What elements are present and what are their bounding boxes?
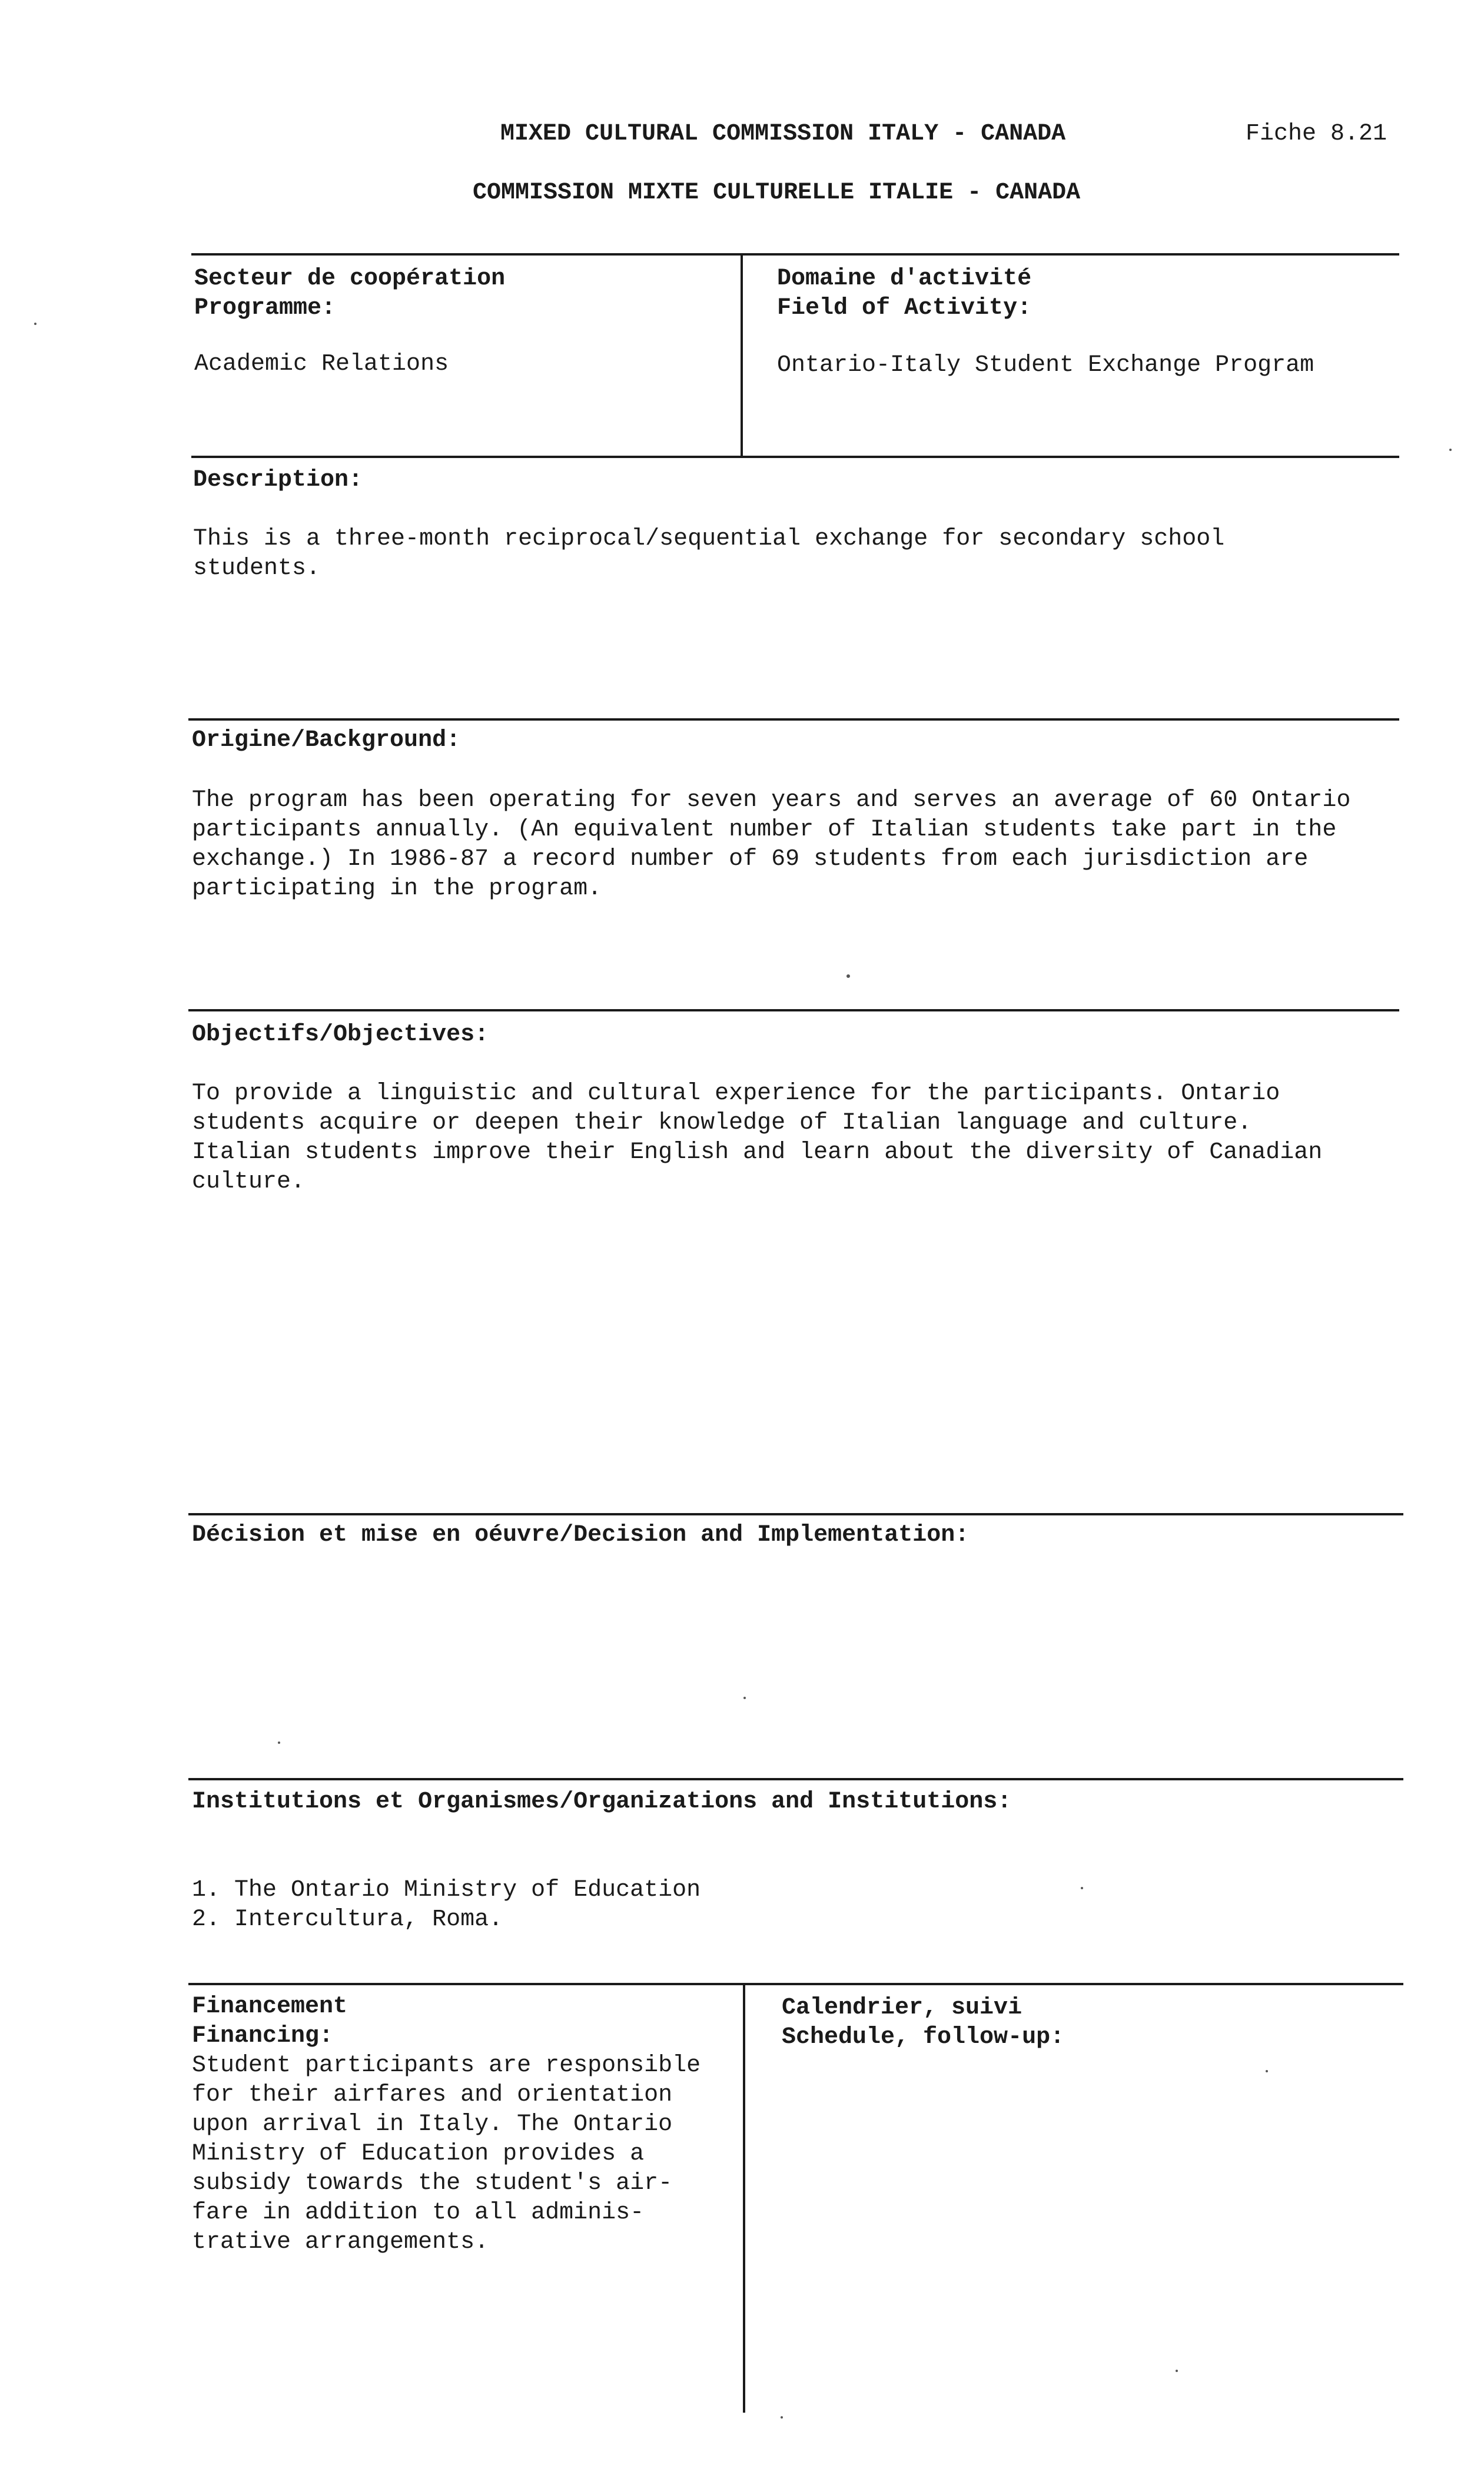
description-label: Description: [193, 467, 363, 493]
scan-speck [34, 323, 36, 325]
schedule-label-en: Schedule, follow-up: [782, 2024, 1065, 2051]
description-line: students. [193, 555, 321, 582]
list-item: 1. The Ontario Ministry of Education [192, 1877, 701, 1903]
financing-label-fr: Financement [192, 1993, 348, 2020]
top-divider [741, 253, 743, 456]
title-fr: COMMISSION MIXTE CULTURELLE ITALIE - CANADA [473, 180, 1081, 206]
field-value: Ontario-Italy Student Exchange Program [777, 352, 1314, 379]
rule-institutions [188, 1778, 1403, 1780]
list-item: 2. Intercultura, Roma. [192, 1906, 503, 1933]
background-label: Origine/Background: [192, 727, 461, 754]
scan-speck [743, 1697, 746, 1699]
financing-section [192, 1992, 700, 2257]
title-en: MIXED CULTURAL COMMISSION ITALY - CANADA [500, 121, 1066, 147]
financing-line: Student participants are responsible [192, 2052, 701, 2079]
sector-label-fr: Secteur de coopération [194, 266, 506, 292]
rule-financing [188, 1983, 1403, 1985]
objectives-text [192, 1079, 1322, 1197]
objectives-line: culture. [192, 1169, 306, 1195]
financing-line: for their airfares and orientation [192, 2082, 673, 2108]
financing-line: Ministry of Education provides a [192, 2141, 645, 2167]
scan-speck [781, 2416, 783, 2419]
objectives-line: students acquire or deepen their knowledge of Italian language and culture. [192, 1110, 1252, 1136]
rule-objectives [188, 1009, 1399, 1011]
scan-speck [278, 1741, 280, 1744]
field-label-fr: Domaine d'activité [777, 266, 1032, 292]
fiche-number: Fiche 8.21 [1246, 121, 1387, 147]
description-line: This is a three-month reciprocal/sequential exchange for secondary school [193, 526, 1225, 552]
field-label-en: Field of Activity: [777, 295, 1032, 321]
financing-line: fare in addition to all adminis- [192, 2200, 645, 2226]
background-text [192, 786, 1350, 904]
schedule-section [782, 1993, 1064, 2052]
background-line: participating in the program. [192, 875, 602, 902]
financing-line: upon arrival in Italy. The Ontario [192, 2111, 673, 2138]
top-rule [191, 253, 1399, 256]
institutions-list [192, 1876, 700, 1935]
objectives-line: Italian students improve their English and learn about the diversity of Canadian [192, 1139, 1323, 1166]
background-line: participants annually. (An equivalent number of Italian students take part in the [192, 817, 1337, 843]
bottom-divider [743, 1983, 745, 2413]
objectives-line: To provide a linguistic and cultural experience for the participants. Ontario [192, 1080, 1280, 1107]
description-text [193, 525, 1224, 583]
background-line: The program has been operating for seven years and serves an average of 60 Ontario [192, 787, 1351, 814]
financing-line: trative arrangements. [192, 2229, 489, 2255]
financing-label-en: Financing: [192, 2023, 334, 2049]
scan-speck [1081, 1887, 1083, 1889]
schedule-label-fr: Calendrier, suivi [782, 1995, 1022, 2021]
rule-decision [188, 1513, 1403, 1515]
sector-value: Academic Relations [194, 351, 449, 377]
scan-speck [1266, 2070, 1268, 2072]
objectives-label: Objectifs/Objectives: [192, 1021, 489, 1048]
sector-label-en: Programme: [194, 295, 336, 321]
scan-speck [846, 974, 850, 978]
rule-background [188, 718, 1399, 721]
financing-line: subsidy towards the student's air- [192, 2170, 673, 2197]
scan-speck [1449, 449, 1452, 451]
rule-description [191, 456, 1399, 458]
background-line: exchange.) In 1986-87 a record number of 69 students from each jurisdiction are [192, 846, 1309, 873]
scan-speck [1176, 2370, 1178, 2372]
decision-label: Décision et mise en oéuvre/Decision and Implementation: [192, 1522, 970, 1548]
institutions-label: Institutions et Organismes/Organizations and Institutions: [192, 1789, 1012, 1815]
